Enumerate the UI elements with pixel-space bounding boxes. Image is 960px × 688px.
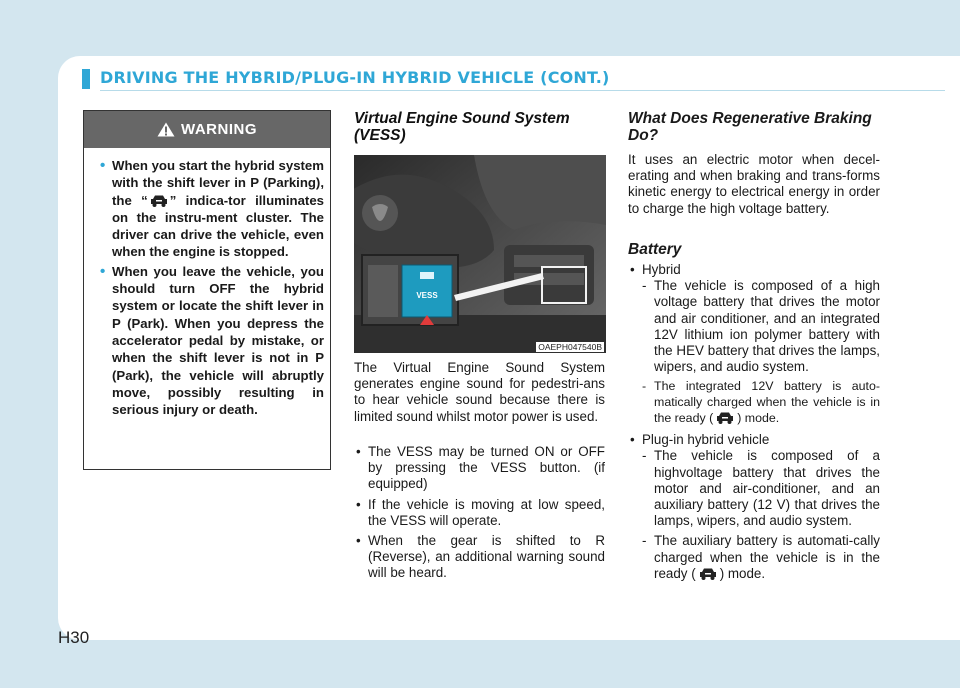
warning-bullet: • — [100, 262, 106, 280]
regen-title: What Does Regenerative Braking Do? — [628, 110, 872, 144]
list-dash: - — [642, 533, 647, 549]
dashboard-photo — [354, 155, 606, 353]
vess-bullet-item — [354, 444, 605, 493]
hybrid-sub-item — [642, 379, 880, 426]
hybrid-sub-item — [642, 278, 880, 375]
warning-item — [96, 263, 324, 419]
warning-item-text-end: ” indica-tor illuminates on the instru-ment cluster. The driver can drive the vehicle, even when the engine is stopped. — [112, 192, 324, 260]
vess-button-label: VESS — [416, 291, 438, 300]
regen-paragraph: It uses an electric motor when decel-erating and when braking and trans-forms kinetic energy to electrical energy in order to charge the high voltage battery. — [628, 152, 880, 216]
car-ready-icon — [697, 567, 719, 581]
vess-bullet-item — [354, 533, 605, 582]
plugin-sub-item — [642, 448, 880, 529]
vess-title: Virtual Engine Sound System (VESS) — [354, 110, 570, 144]
warning-label: WARNING — [181, 121, 257, 138]
hybrid-label: Hybrid — [642, 262, 681, 277]
list-bullet: • — [630, 432, 635, 448]
vess-bullet-text: If the vehicle is moving at low speed, the VESS will operate. — [368, 496, 605, 528]
battery-list — [628, 262, 880, 588]
plugin-sub-text-start: The auxiliary battery is automati-cally charged when the vehicle is in the ready ( — [654, 533, 880, 581]
list-dash: - — [642, 448, 647, 464]
warning-box — [83, 110, 331, 470]
hybrid-sublist — [642, 278, 880, 426]
car-ready-icon — [149, 194, 169, 208]
warning-list — [96, 157, 324, 420]
warning-item-text: When you leave the vehicle, you should turn OFF the hybrid system or locate the shift lever in P (Park). When you depress the accelerator pedal by mistake, or when the shift lever is not in P (Park), the vehicle will abruptly move, possibly resulting in serious injury or death. — [112, 263, 324, 418]
warning-bullet: • — [100, 157, 106, 174]
header-rule — [100, 90, 945, 91]
battery-item-hybrid — [628, 262, 880, 426]
figure-code: OAEPH047540B — [538, 342, 602, 352]
warning-header — [84, 111, 330, 148]
vess-bullet-item — [354, 497, 605, 529]
list-dash: - — [642, 379, 647, 394]
vess-bullets — [354, 444, 605, 586]
hybrid-sub-text: The vehicle is composed of a high voltage battery that drives the motor and air conditioner, and an integrated 12V lithium ion polymer battery with the HEV battery that drives the lamps, wipers, and audio system. — [654, 278, 880, 375]
list-bullet: • — [356, 444, 361, 459]
vess-bullet-text: The VESS may be turned ON or OFF by pressing the VESS button. (if equipped) — [368, 444, 605, 492]
list-bullet: • — [356, 533, 361, 549]
section-header-title: DRIVING THE HYBRID/PLUG-IN HYBRID VEHICLE (CONT.) — [100, 68, 610, 87]
plugin-sub-item — [642, 533, 880, 582]
battery-title: Battery — [628, 241, 682, 258]
plugin-sub-text-end: ) mode. — [719, 565, 766, 581]
plugin-sublist — [642, 448, 880, 582]
vess-bullet-text: When the gear is shifted to R (Reverse), an additional warning sound will be heard. — [368, 533, 605, 581]
list-bullet: • — [356, 496, 361, 512]
list-dash: - — [642, 278, 647, 294]
car-ready-icon — [714, 411, 736, 425]
vess-figure — [354, 155, 606, 353]
warning-triangle-icon — [157, 122, 175, 137]
page-number: H30 — [58, 628, 90, 647]
header-accent-bar — [82, 69, 90, 89]
hybrid-sub-text-start: The integrated 12V battery is auto-matically charged when the vehicle is in the ready ( — [654, 379, 880, 425]
warning-item-text-start: When you start the hybrid system with the shift lever in P (Parking), the “ — [112, 158, 324, 208]
plugin-sub-text: The vehicle is composed of a highvoltage battery that drives the motor and air-conditioner, and an auxiliary battery (12 V) that drives the lamps, wipers, and audio system. — [654, 448, 880, 529]
list-bullet: • — [630, 262, 635, 277]
plugin-label: Plug-in hybrid vehicle — [642, 432, 770, 448]
battery-item-plugin — [628, 432, 880, 582]
warning-item — [96, 157, 324, 261]
vess-paragraph: The Virtual Engine Sound System generates engine sound for pedestri-ans to hear vehicle sound because there is limited sound whilst motor power is used. — [354, 360, 605, 424]
hybrid-sub-text-end: ) mode. — [737, 410, 780, 425]
